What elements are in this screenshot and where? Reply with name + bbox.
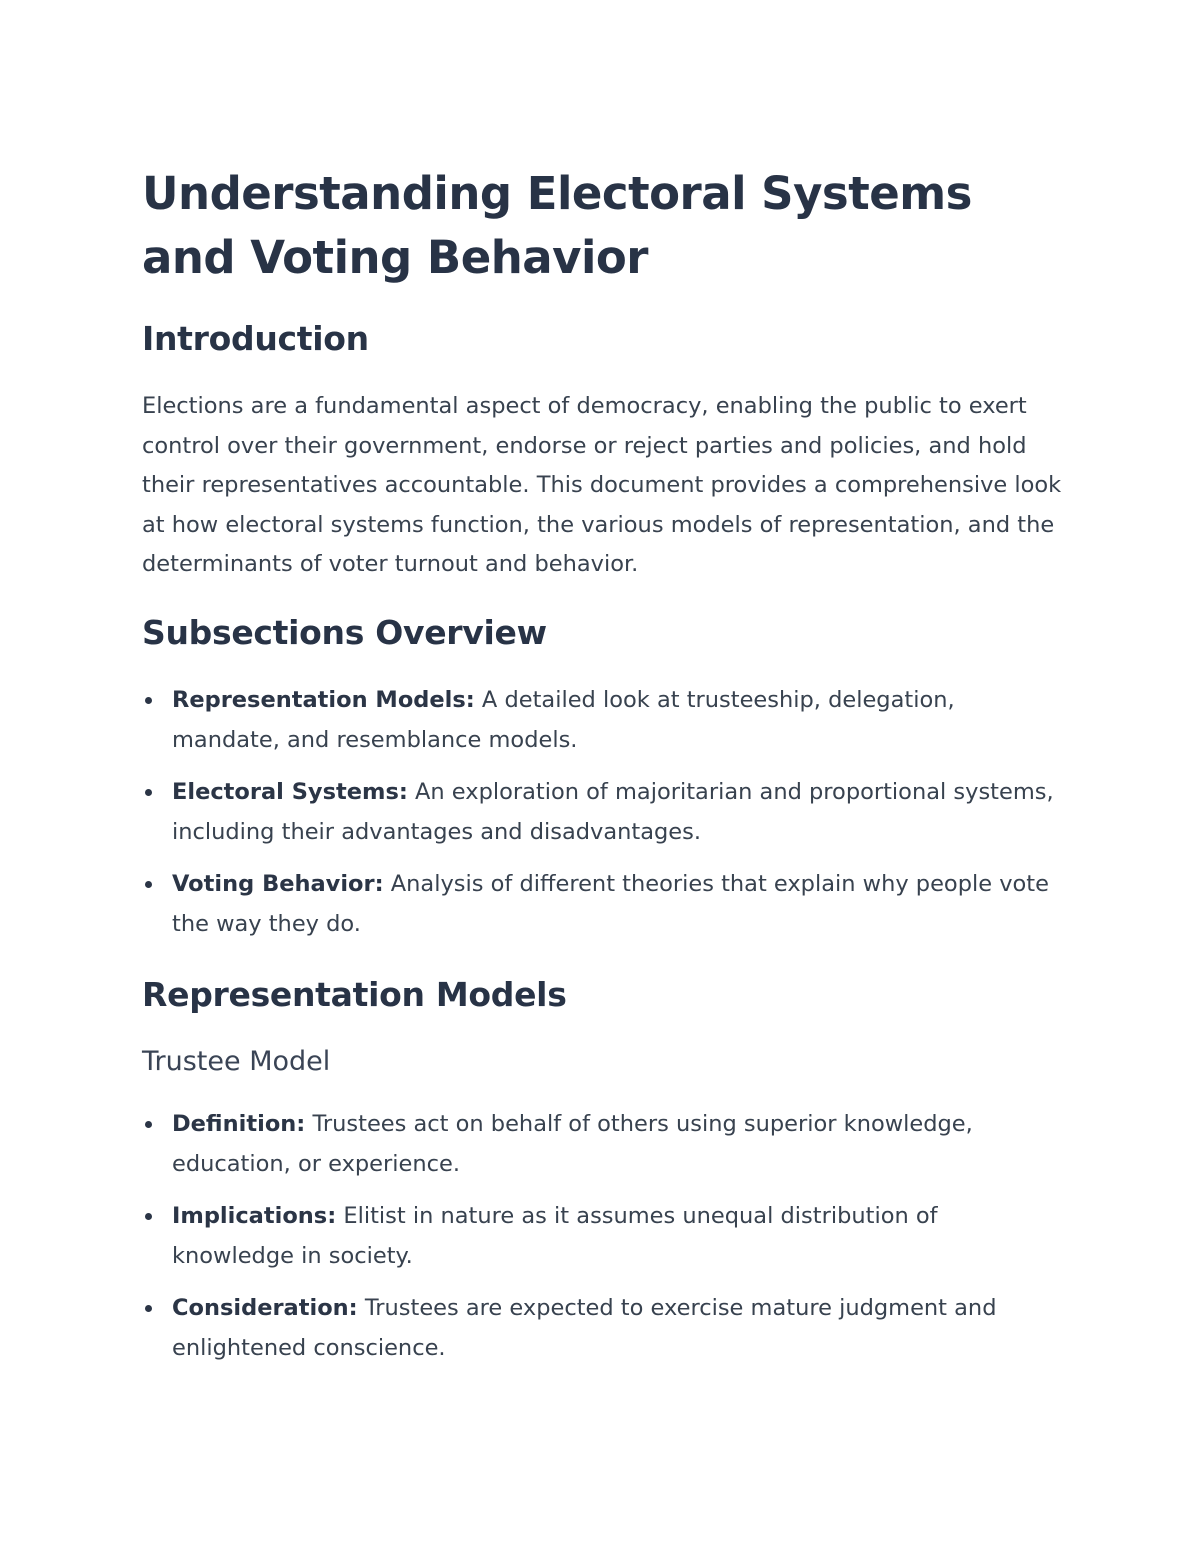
trustee-model-list: [142, 1105, 1062, 1381]
item-text: Trustees are expected to exercise mature judgment and enlightened conscience.: [172, 1295, 997, 1361]
bullet-icon: [145, 697, 152, 704]
item-text: Analysis of different theories that explain why people vote the way they do.: [172, 871, 1049, 937]
item-text: An exploration of majoritarian and proportional systems, including their advantages and disadvantages.: [172, 779, 1054, 845]
overview-list: [142, 681, 1062, 957]
item-term: Consideration:: [172, 1295, 358, 1321]
list-item: [142, 865, 1062, 944]
item-text: Trustees act on behalf of others using superior knowledge, education, or experience.: [172, 1111, 973, 1177]
introduction-paragraph: Elections are a fundamental aspect of democracy, enabling the public to exert control over their government, endorse or reject parties and policies, and hold their representatives accountable. This document provides a comprehensive look at how electoral systems function, the various models of representation, and the determinants of voter turnout and behavior.: [142, 393, 1062, 577]
introduction-heading: Introduction: [142, 319, 369, 358]
bullet-icon: [145, 1305, 152, 1312]
list-item: [142, 1197, 1062, 1276]
list-item: [142, 681, 1062, 760]
item-term: Voting Behavior:: [172, 871, 384, 897]
bullet-icon: [145, 789, 152, 796]
item-term: Electoral Systems:: [172, 779, 408, 805]
trustee-model-heading: Trustee Model: [142, 1046, 331, 1077]
item-text: Elitist in nature as it assumes unequal distribution of knowledge in society.: [172, 1203, 938, 1269]
bullet-icon: [145, 881, 152, 888]
item-term: Implications:: [172, 1203, 337, 1229]
item-term: Definition:: [172, 1111, 306, 1137]
overview-heading: Subsections Overview: [142, 613, 547, 652]
bullet-icon: [145, 1213, 152, 1220]
representation-models-heading: Representation Models: [142, 975, 567, 1014]
bullet-icon: [145, 1121, 152, 1128]
list-item: [142, 1105, 1062, 1184]
list-item: [142, 773, 1062, 852]
item-term: Representation Models:: [172, 687, 475, 713]
list-item: [142, 1289, 1062, 1368]
document-title: Understanding Electoral Systems and Voting Behavior: [142, 167, 972, 284]
item-text: A detailed look at trusteeship, delegation, mandate, and resemblance models.: [172, 687, 955, 753]
